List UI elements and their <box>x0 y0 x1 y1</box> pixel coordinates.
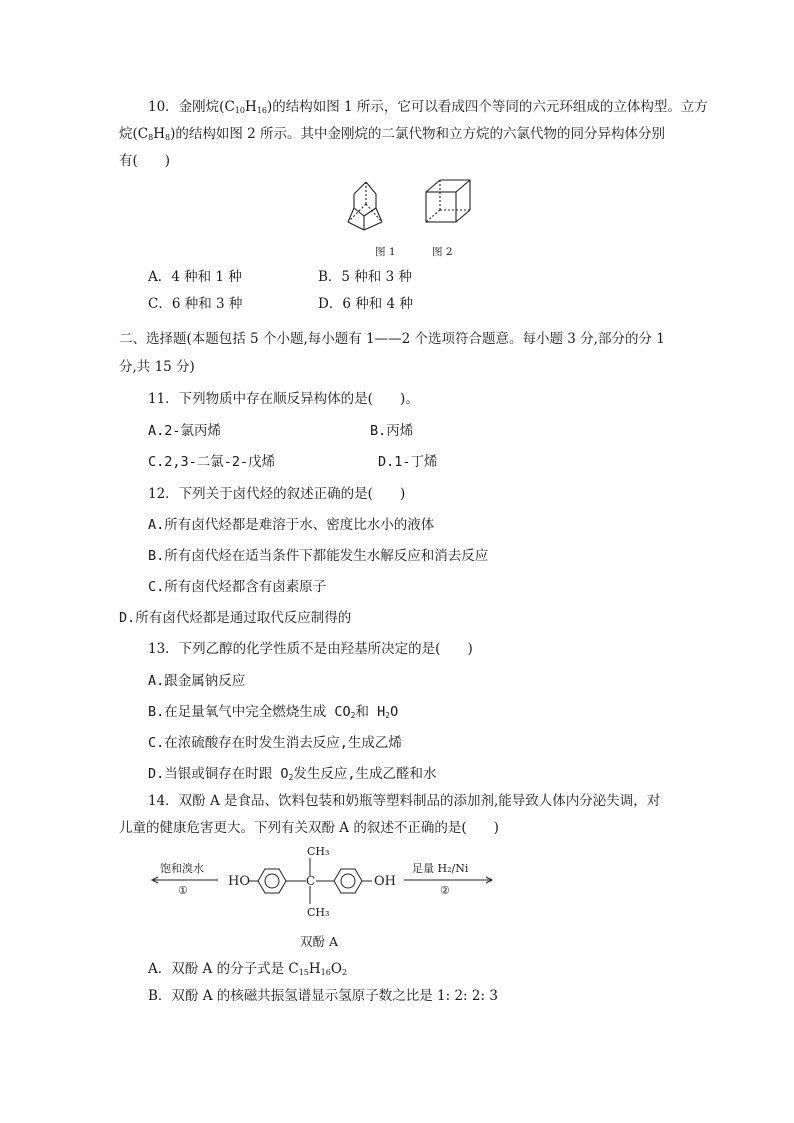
q13-option-b: B.在足量氧气中完全燃烧生成 $CO_2$和 $H_2O$ <box>148 704 399 720</box>
q14-line1: 14．双酚 A 是食品、饮料包装和奶瓶等塑料制品的添加剂,能导致人体内分泌失调，对 <box>148 793 661 809</box>
q10-line3: 有( ) <box>119 153 171 169</box>
adamantane-figure <box>348 182 382 230</box>
q12-stem: 12．下列关于卤代烃的叙述正确的是( ) <box>148 486 406 502</box>
q14-line2: 儿童的健康危害更大。下列有关双酚 A 的叙述不正确的是( ) <box>119 820 499 836</box>
right-benzene-ring <box>334 869 362 893</box>
q11-option-d: D.1-丁烯 <box>378 454 438 470</box>
ch3-bottom-label: CH₃ <box>307 906 330 919</box>
section2-heading-line2: 分,共 15 分) <box>119 359 195 375</box>
q13-option-a: A.跟金属钠反应 <box>148 673 246 689</box>
left-step-number: ① <box>178 884 188 897</box>
q10-option-a: A．4 种和 1 种 <box>148 269 242 285</box>
q13-option-c: C.在浓硫酸存在时发生消去反应,生成乙烯 <box>148 735 402 751</box>
q10-line2: 烷$(C_8H_8)$的结构如图 2 所示。其中金刚烷的二氯代物和立方烷的六氯代物的同分异构体分别 <box>119 126 666 142</box>
q14-option-a: A．双酚 A 的分子式是 $C_{15}H_{16}O_2$ <box>148 961 348 977</box>
central-carbon-label: C <box>306 874 316 888</box>
q10-option-c: C．6 种和 3 种 <box>148 296 243 312</box>
q10-option-d: D．6 种和 4 种 <box>318 296 413 312</box>
figure-2-label: 图 2 <box>432 246 453 258</box>
q12-option-a: A.所有卤代烃都是难溶于水、密度比水小的液体 <box>148 517 435 533</box>
oh-right-label: OH <box>374 874 396 889</box>
left-reagent-label: 饱和溴水 <box>160 862 204 875</box>
right-step-number: ② <box>440 884 450 897</box>
q12-option-b: B.所有卤代烃在适当条件下都能发生水解反应和消去反应 <box>148 548 489 564</box>
right-reagent-label: 足量 H₂/Ni <box>412 862 469 875</box>
section2-heading-line1: 二、选择题(本题包括 5 个小题,每小题有 1——2 个选项符合题意。每小题 3 分,部分的分 1 <box>119 331 665 347</box>
q10-line1: 10．金刚烷$(C_{10}H_{16})$的结构如图 1 所示，它可以看成四个等同的六元环组成的立体构型。立方 <box>148 99 708 115</box>
q12-option-c: C.所有卤代烃都含有卤素原子 <box>148 579 327 595</box>
q12-option-d: D.所有卤代烃都是通过取代反应制得的 <box>119 610 352 626</box>
figure-1-label: 图 1 <box>375 246 396 258</box>
structure-figures <box>340 176 480 238</box>
q11-option-a: A.2-氯丙烯 <box>148 423 222 439</box>
left-benzene-ring <box>258 869 286 893</box>
q13-option-d: D.当银或铜存在时跟 $O_2$发生反应,生成乙醛和水 <box>148 766 437 782</box>
q13-stem: 13．下列乙醇的化学性质不是由羟基所决定的是( ) <box>148 641 473 657</box>
compound-name-label: 双酚 A <box>300 934 339 949</box>
ho-left-label: HO <box>228 874 250 889</box>
ch3-top-label: CH₃ <box>307 845 330 858</box>
q10-option-b: B．5 种和 3 种 <box>318 269 412 285</box>
q11-stem: 11．下列物质中存在顺反异构体的是( )。 <box>148 391 419 407</box>
cubane-figure <box>426 180 470 222</box>
bisphenol-a-scheme <box>148 842 508 922</box>
q14-option-b: B．双酚 A 的核磁共振氢谱显示氢原子数之比是 1: 2: 2: 3 <box>148 988 498 1004</box>
q11-option-b: B.丙烯 <box>370 423 414 439</box>
q11-option-c: C.2,3-二氯-2-戊烯 <box>148 454 276 470</box>
